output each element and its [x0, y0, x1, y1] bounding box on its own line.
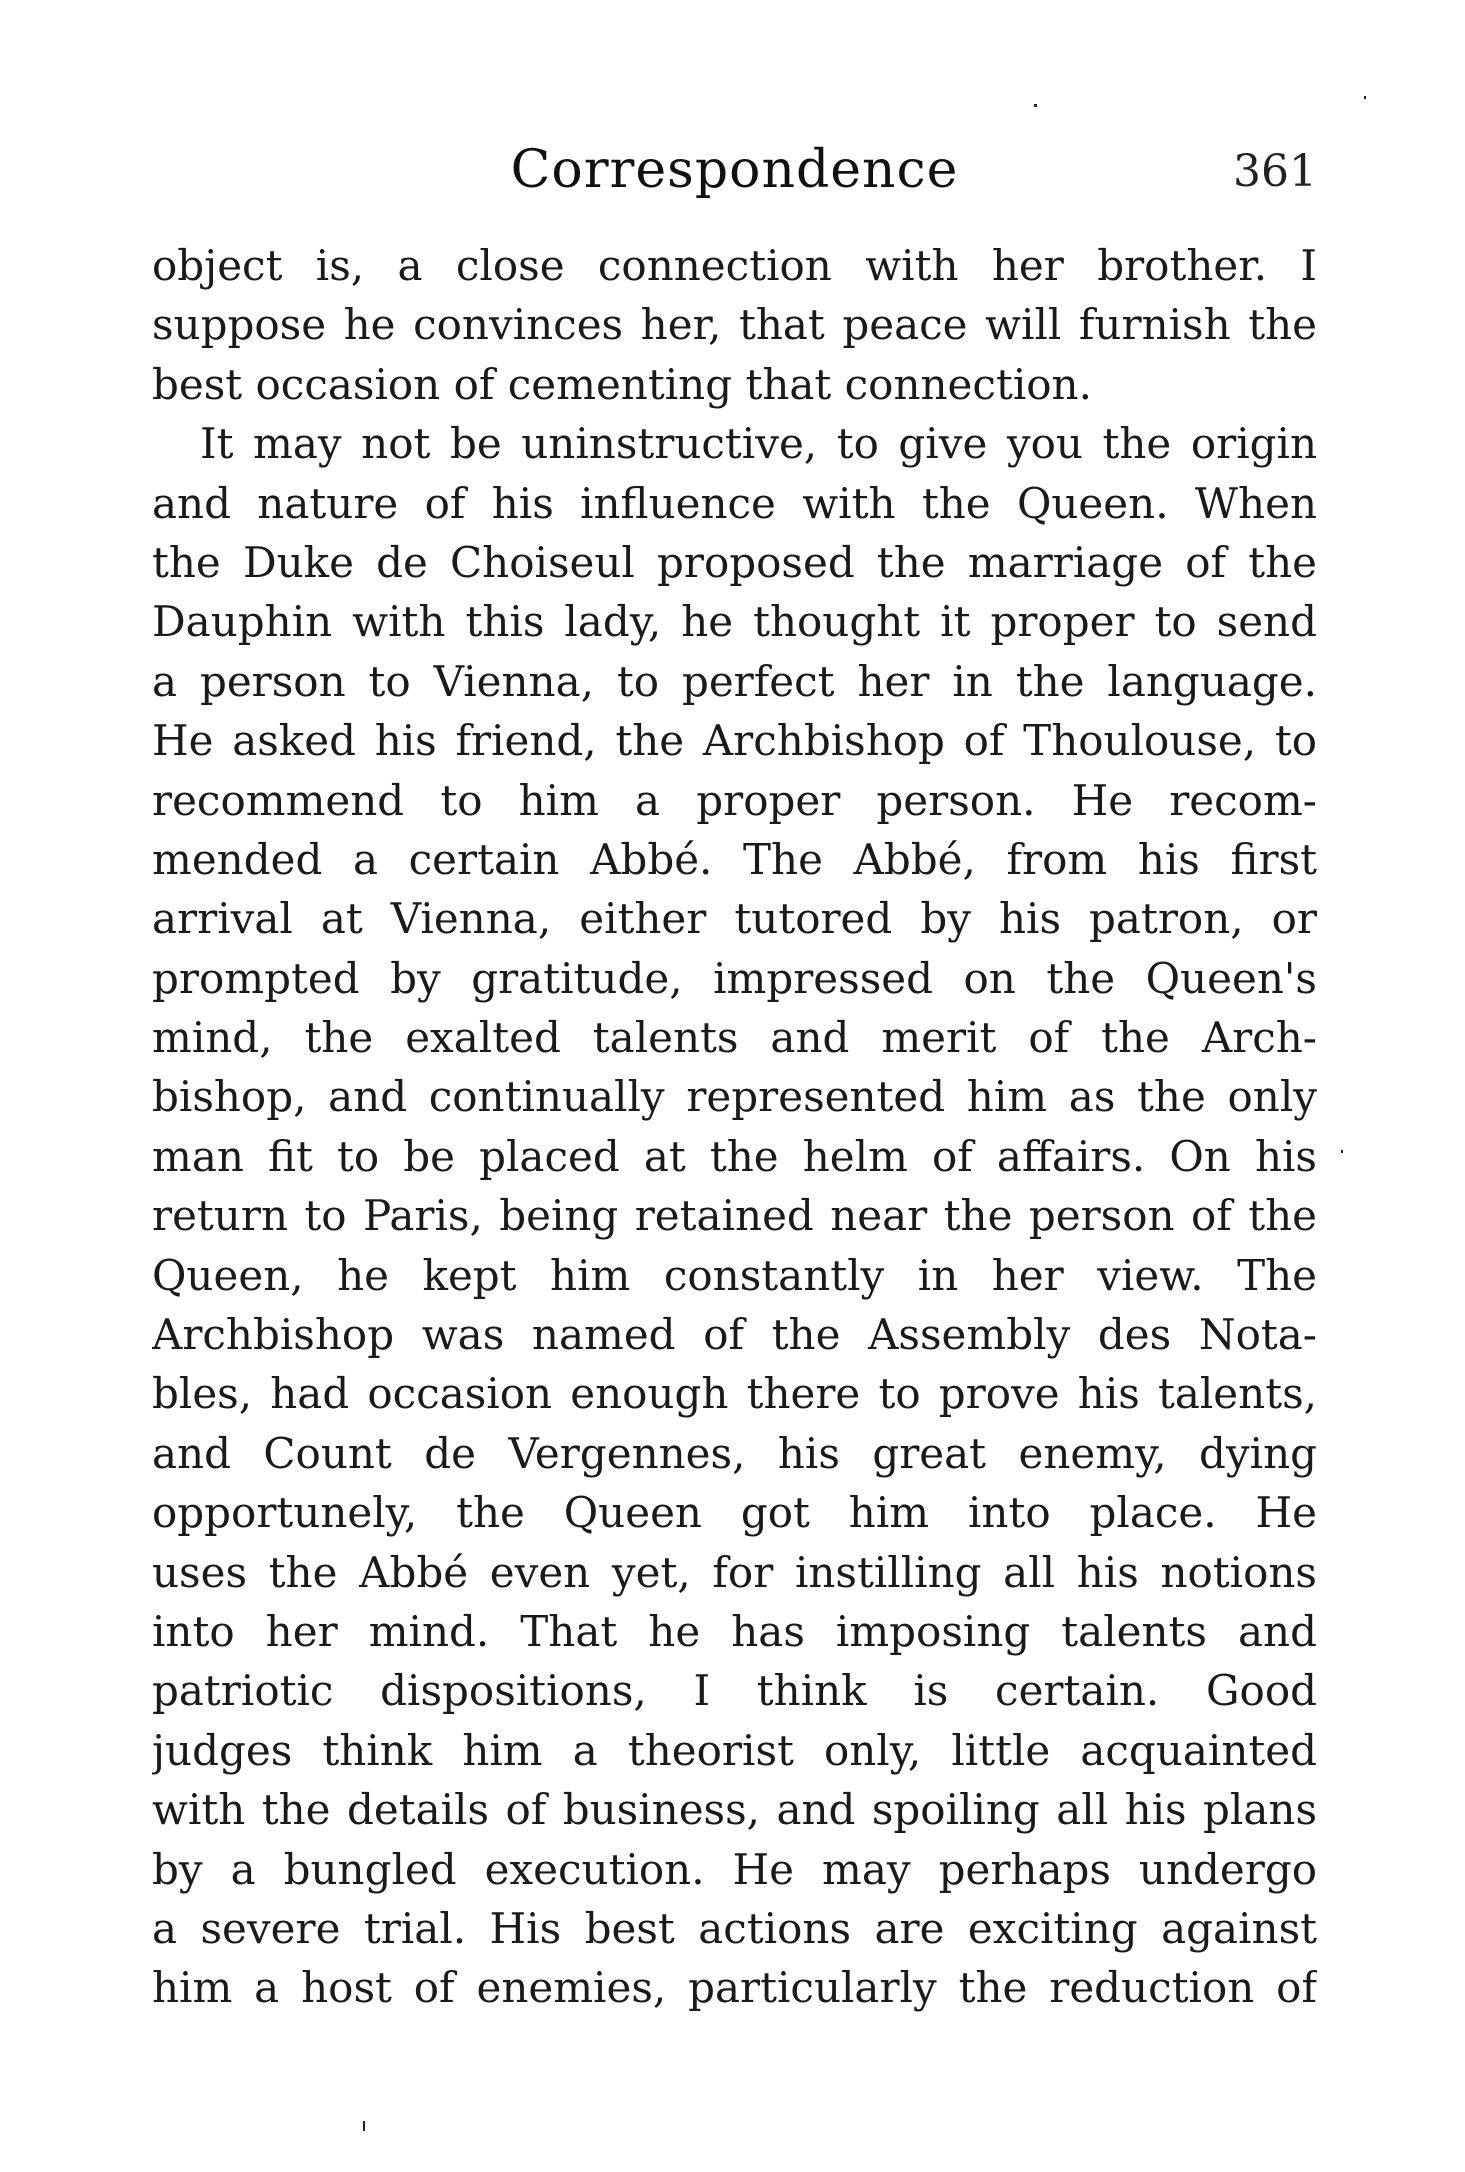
- text-line: uses the Abbé even yet, for instilling all his notions: [152, 1547, 1317, 1597]
- text-line: suppose he convinces her, that peace will furnish the: [152, 300, 1317, 350]
- text-line: best occasion of cementing that connection.: [152, 359, 1092, 409]
- text-line: mind, the exalted talents and merit of the Arch-: [152, 1013, 1317, 1063]
- text-line: by a bungled execution. He may perhaps undergo: [152, 1844, 1317, 1894]
- text-line: bishop, and continually represented him as the only: [152, 1072, 1317, 1122]
- speck-mark: [1364, 96, 1366, 99]
- text-line: object is, a close connection with her brother. I: [152, 241, 1317, 290]
- text-line: judges think him a theorist only, little acquainted: [152, 1725, 1317, 1775]
- page-header: [152, 140, 1317, 210]
- text-line: and Count de Vergennes, his great enemy, dying: [152, 1428, 1317, 1478]
- speck-mark: [1341, 1150, 1343, 1153]
- speck-mark: [1034, 104, 1037, 107]
- running-title: Correspondence: [510, 140, 959, 200]
- text-line: bles, had occasion enough there to prove his talents,: [152, 1369, 1317, 1419]
- text-line: recommend to him a proper person. He recom-: [152, 775, 1317, 825]
- text-line: a person to Vienna, to perfect her in the language.: [152, 656, 1317, 706]
- text-line: Archbishop was named of the Assembly des Nota-: [152, 1310, 1317, 1360]
- text-line: He asked his friend, the Archbishop of Thoulouse, to: [152, 716, 1317, 766]
- page-number: 361: [1233, 146, 1317, 197]
- text-line: patriotic dispositions, I think is certain. Good: [152, 1666, 1317, 1716]
- text-line: him a host of enemies, particularly the reduction of: [152, 1963, 1317, 2013]
- text-line: with the details of business, and spoiling all his plans: [152, 1785, 1317, 1835]
- text-line: into her mind. That he has imposing talents and: [152, 1606, 1317, 1656]
- text-line: Dauphin with this lady, he thought it proper to send: [152, 597, 1317, 647]
- text-line: man fit to be placed at the helm of affairs. On his: [152, 1131, 1317, 1181]
- speck-mark: [363, 2121, 365, 2131]
- text-line: Queen, he kept him constantly in her view. The: [152, 1250, 1317, 1300]
- text-line: opportunely, the Queen got him into place. He: [152, 1488, 1317, 1538]
- text-line: arrival at Vienna, either tutored by his patron, or: [152, 894, 1317, 944]
- text-line: the Duke de Choiseul proposed the marriage of the: [152, 537, 1317, 587]
- body-text: [152, 236, 1317, 2018]
- text-line: prompted by gratitude, impressed on the Queen's: [152, 953, 1317, 1003]
- text-line: and nature of his influence with the Queen. When: [152, 478, 1317, 528]
- text-line: a severe trial. His best actions are exciting against: [152, 1903, 1317, 1953]
- text-line: return to Paris, being retained near the person of the: [152, 1191, 1317, 1241]
- text-line: It may not be uninstructive, to give you the origin: [200, 419, 1317, 469]
- text-line: mended a certain Abbé. The Abbé, from his first: [152, 834, 1317, 884]
